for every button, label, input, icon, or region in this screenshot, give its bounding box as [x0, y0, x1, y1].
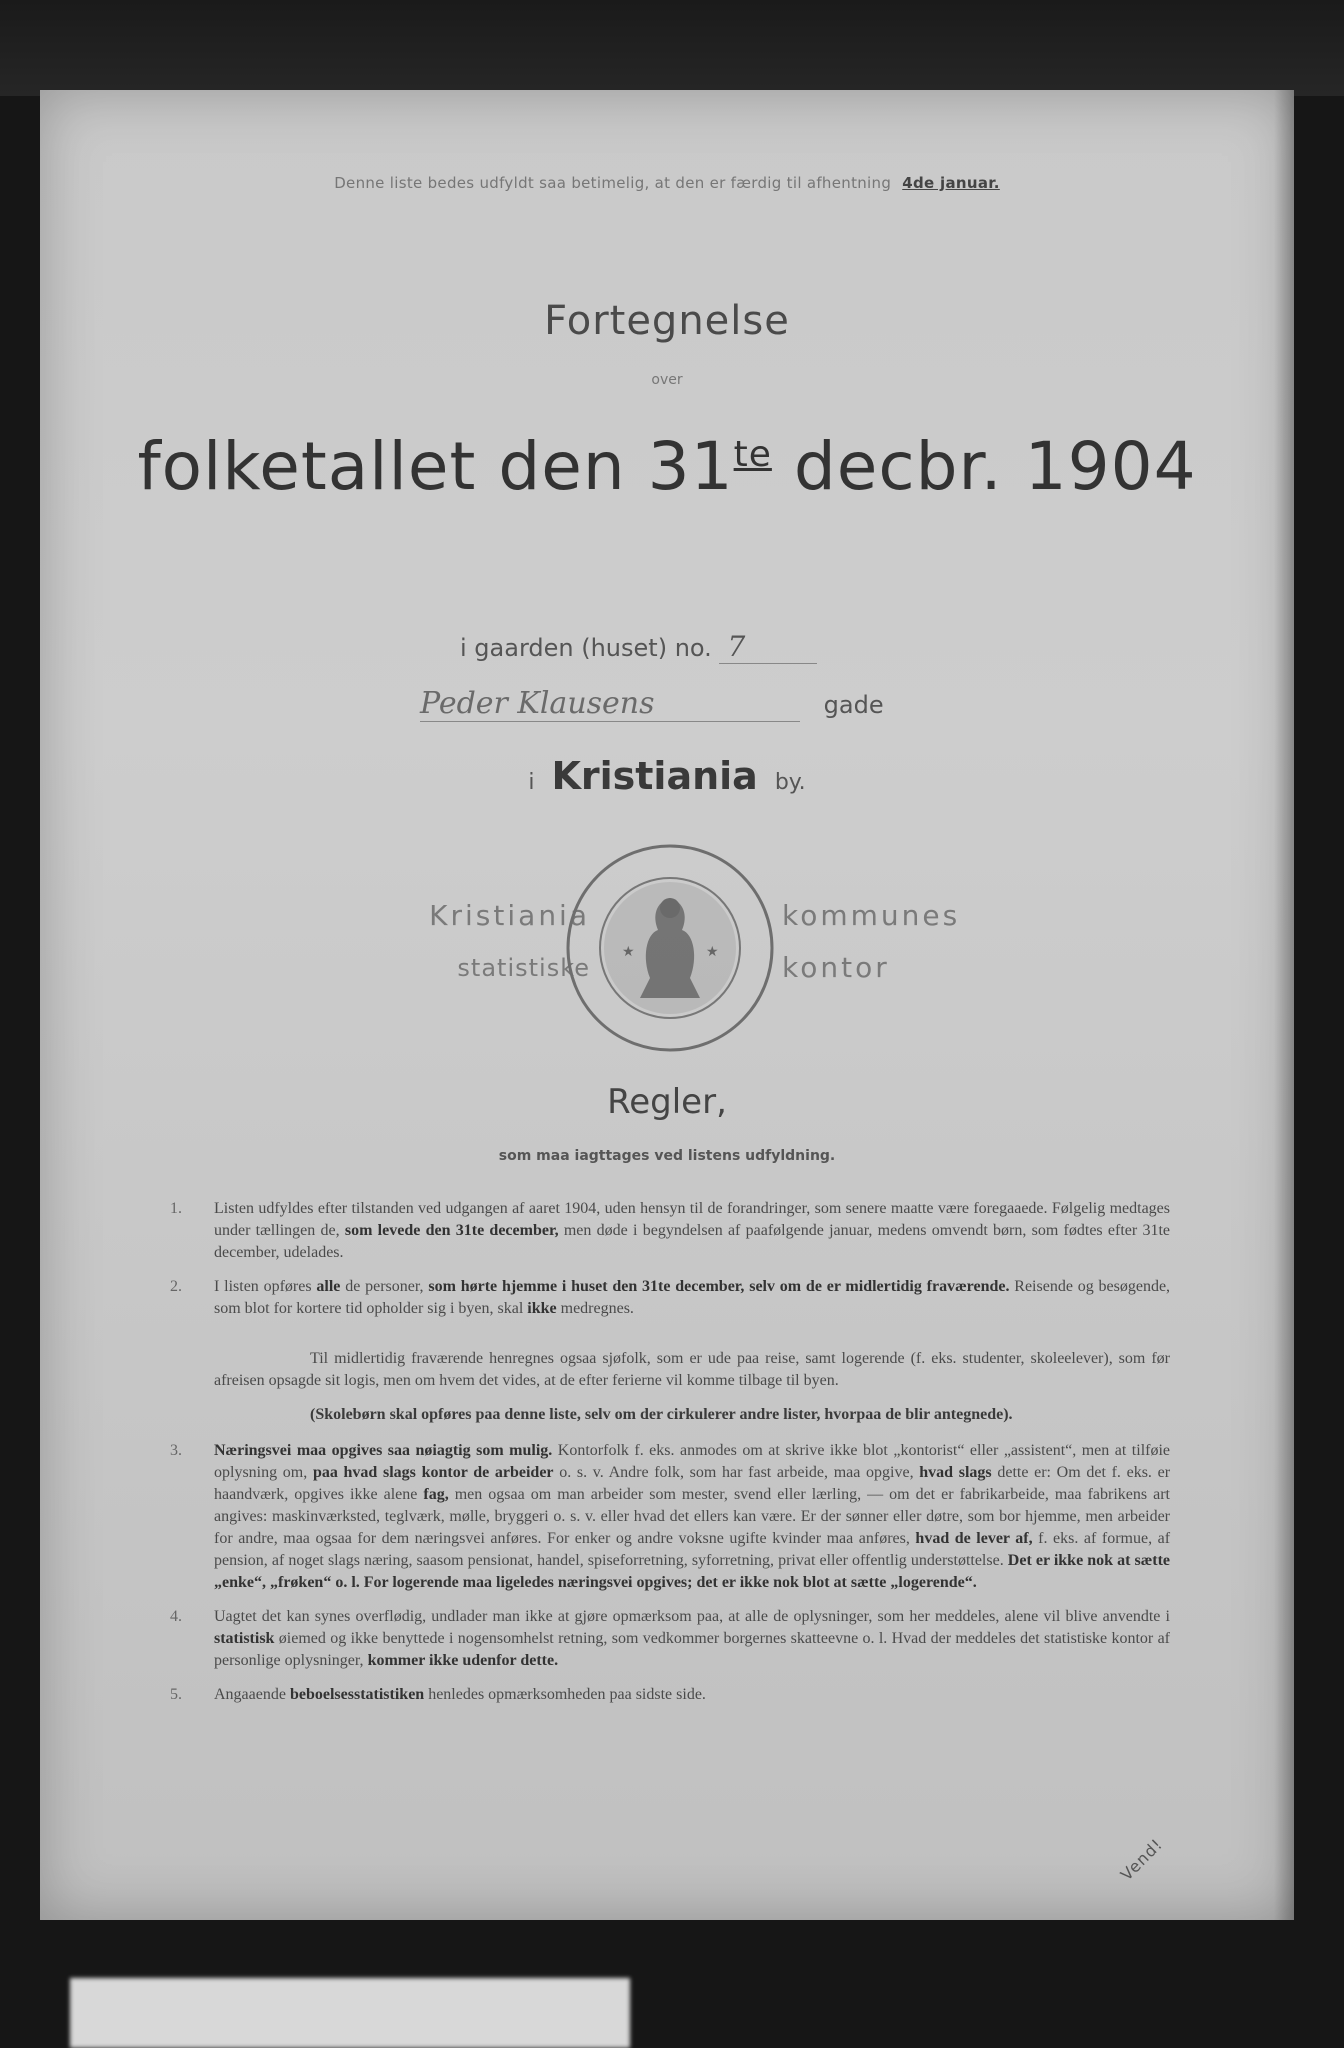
- rule-1-text-a: Listen udfyldes efter tilstanden ved udgangen af aaret 1904, uden hensyn til de forandringer, som senere maatte være foregaaede. Følgelig medtages under tællingen de,: [214, 1200, 1170, 1239]
- title-main-sup: te: [733, 434, 772, 475]
- rule-text: [214, 1440, 1170, 1594]
- title-main-pre: folketallet den 31: [137, 428, 734, 505]
- rule-3: [170, 1440, 1170, 1594]
- rule-4: [170, 1606, 1170, 1672]
- rule-5: [170, 1684, 1170, 1706]
- turn-page-note: Vend!: [1116, 1834, 1167, 1885]
- rule-3-bold-c: paa hvad slags kontor de arbeider: [312, 1464, 554, 1481]
- rule-3-text-f: dette er: Om det f. eks. er haandværk, opgives ikke alene: [214, 1464, 1171, 1503]
- title-fortegnelse: Fortegnelse: [544, 298, 790, 344]
- rule-4-text-c: øiemed og ikke benyttede i nogensomhelst retning, som vedkommer borgernes skatteevne o. l. Hvad der meddeles det statistiske kontor af personlige oplysninger,: [214, 1630, 1170, 1669]
- house-label: i gaarden (huset) no.: [460, 634, 712, 662]
- notice-due-date: 4de januar.: [902, 174, 1000, 192]
- notice-text: Denne liste bedes udfyldt saa betimelig, at den er færdig til afhentning: [334, 174, 892, 192]
- rule-3-bold-i: hvad de lever af,: [915, 1530, 1033, 1547]
- rule-1: [170, 1198, 1170, 1264]
- rule-3-text-d: o. s. v. Andre folk, som har fast arbeide, maa opgive,: [559, 1464, 914, 1481]
- rules-list: [170, 1198, 1170, 1718]
- rule-3-bold-e: hvad slags: [919, 1464, 992, 1481]
- rule-3-text-j: f. eks. af formue, af pension, af noget slags næring, saasom pensionat, handel, spiseforretning, syforretning, privat eller offentlig understøttelse.: [214, 1530, 1171, 1569]
- rule-2-text-g: medregnes.: [560, 1300, 634, 1317]
- rules-subheading: som maa iagttages ved listens udfyldning.: [498, 1148, 836, 1164]
- svg-text:★: ★: [622, 944, 635, 960]
- street-name-field[interactable]: Peder Klausens: [420, 686, 800, 722]
- office-name-left: [290, 890, 590, 994]
- rule-2-bold-b: alle: [316, 1278, 341, 1295]
- title-main-post: decbr. 1904: [793, 428, 1197, 505]
- city-prefix: i: [528, 770, 535, 795]
- rule-2-bold-f: ikke: [527, 1300, 557, 1317]
- page-title: [40, 428, 1294, 505]
- svg-text:★: ★: [706, 944, 719, 960]
- rule-3-bold-g: fag,: [423, 1486, 449, 1503]
- film-leader-strip: [70, 1978, 630, 2048]
- delivery-notice: [40, 174, 1294, 192]
- house-number-line: [460, 630, 817, 664]
- rule-2-text-a: I listen opføres: [214, 1278, 312, 1295]
- city-line: [40, 754, 1294, 798]
- rule-3-text-h: men ogsaa om man arbeider som mester, svend eller lærling, — om det er fabrikarbeide, maa fabrikens art angives: maskinværksted, teglværk, mølle, bryggeri o. s. v. eller hvad det ellers kan være. Er der sønner eller døtre, som bor hjemme, men arbeider for andre, maa ogsaa for dem næringsvei anføres. For enker og andre voksne ugifte kvinder maa anføres,: [214, 1486, 1171, 1547]
- office-right-line1: kommunes: [782, 899, 961, 932]
- rule-2: [170, 1276, 1170, 1320]
- rule-text: [214, 1606, 1170, 1672]
- scan-background: [0, 0, 1344, 96]
- rule-number: 5.: [170, 1686, 182, 1703]
- rule-5-text-a: Angaaende: [214, 1686, 286, 1703]
- office-right-line2: kontor: [782, 951, 890, 984]
- rule-number: 4.: [170, 1608, 182, 1625]
- rule-2-bold-d: som hørte hjemme i huset den 31te december, selv om de er midlertidig fraværende.: [428, 1278, 1010, 1295]
- census-form-page: [40, 90, 1294, 1920]
- rules-heading: Regler,: [607, 1082, 727, 1122]
- rule-1-text-c: men døde i begyndelsen af paafølgende januar, medens omvendt børn, som fødtes efter 31te december, udelades.: [214, 1222, 1171, 1261]
- office-left-line2: statistiske: [457, 954, 590, 982]
- city-suffix: by.: [774, 770, 806, 795]
- rule-2-text-e: Reisende og besøgende, som blot for kortere tid opholder sig i byen, skal: [214, 1278, 1171, 1317]
- rule-1-bold: som levede den 31te december,: [344, 1222, 559, 1239]
- rule-4-bold-d: kommer ikke udenfor dette.: [367, 1652, 559, 1669]
- rule-number: 1.: [170, 1200, 182, 1217]
- city-seal-icon: [560, 838, 780, 1058]
- rule-number: 2.: [170, 1278, 182, 1295]
- rule-3-bold-a: Næringsvei maa opgives saa nøiagtig som mulig.: [214, 1442, 553, 1459]
- rule-5-text-c: henledes opmærksomheden paa sidste side.: [428, 1686, 706, 1703]
- rule-2-text-c: de personer,: [345, 1278, 424, 1295]
- rule-4-bold-b: statistisk: [214, 1630, 275, 1647]
- rule-2-paragraph: Til midlertidig fraværende henregnes ogsaa sjøfolk, som er ude paa reise, samt logerende (f. eks. studenter, skoleelever), som før afreisen opsagde sit logis, men om hvem det vides, at de efter ferierne vil komme tilbage til byen.: [214, 1350, 1170, 1389]
- street-suffix: gade: [823, 691, 884, 719]
- page-shadow: [1274, 90, 1294, 1920]
- office-left-line1: Kristiania: [429, 899, 590, 932]
- house-number-field[interactable]: 7: [719, 630, 817, 664]
- rule-2-bold-paragraph: (Skolebørn skal opføres paa denne liste, selv om der cirkulerer andre lister, hvorpaa de blir antegnede).: [310, 1406, 1013, 1423]
- rule-5-bold-b: beboelsesstatistiken: [289, 1686, 425, 1703]
- rule-3-text-b: Kontorfolk f. eks. anmodes om at skrive ikke blot „kontorist“ eller „assistent“, men at tilføie oplysning om,: [214, 1442, 1171, 1481]
- rule-number: 3.: [170, 1442, 182, 1459]
- rule-text: [214, 1684, 1170, 1706]
- title-over: over: [651, 372, 683, 388]
- rule-text: [214, 1276, 1170, 1320]
- street-line: [420, 686, 884, 722]
- rule-text: [214, 1198, 1170, 1264]
- office-name-right: [782, 890, 1082, 994]
- city-name: Kristiania: [551, 754, 758, 798]
- rule-3-bold-k: Det er ikke nok at sætte „enke“, „frøken“ o. l. For logerende maa ligeledes næringsvei opgives; det er ikke nok blot at sætte „logerende“.: [214, 1552, 1171, 1591]
- rule-4-text-a: Uagtet det kan synes overflødig, undlader man ikke at gjøre opmærksom paa, at alle de oplysninger, som her meddeles, alene vil blive anvendte i: [214, 1608, 1170, 1625]
